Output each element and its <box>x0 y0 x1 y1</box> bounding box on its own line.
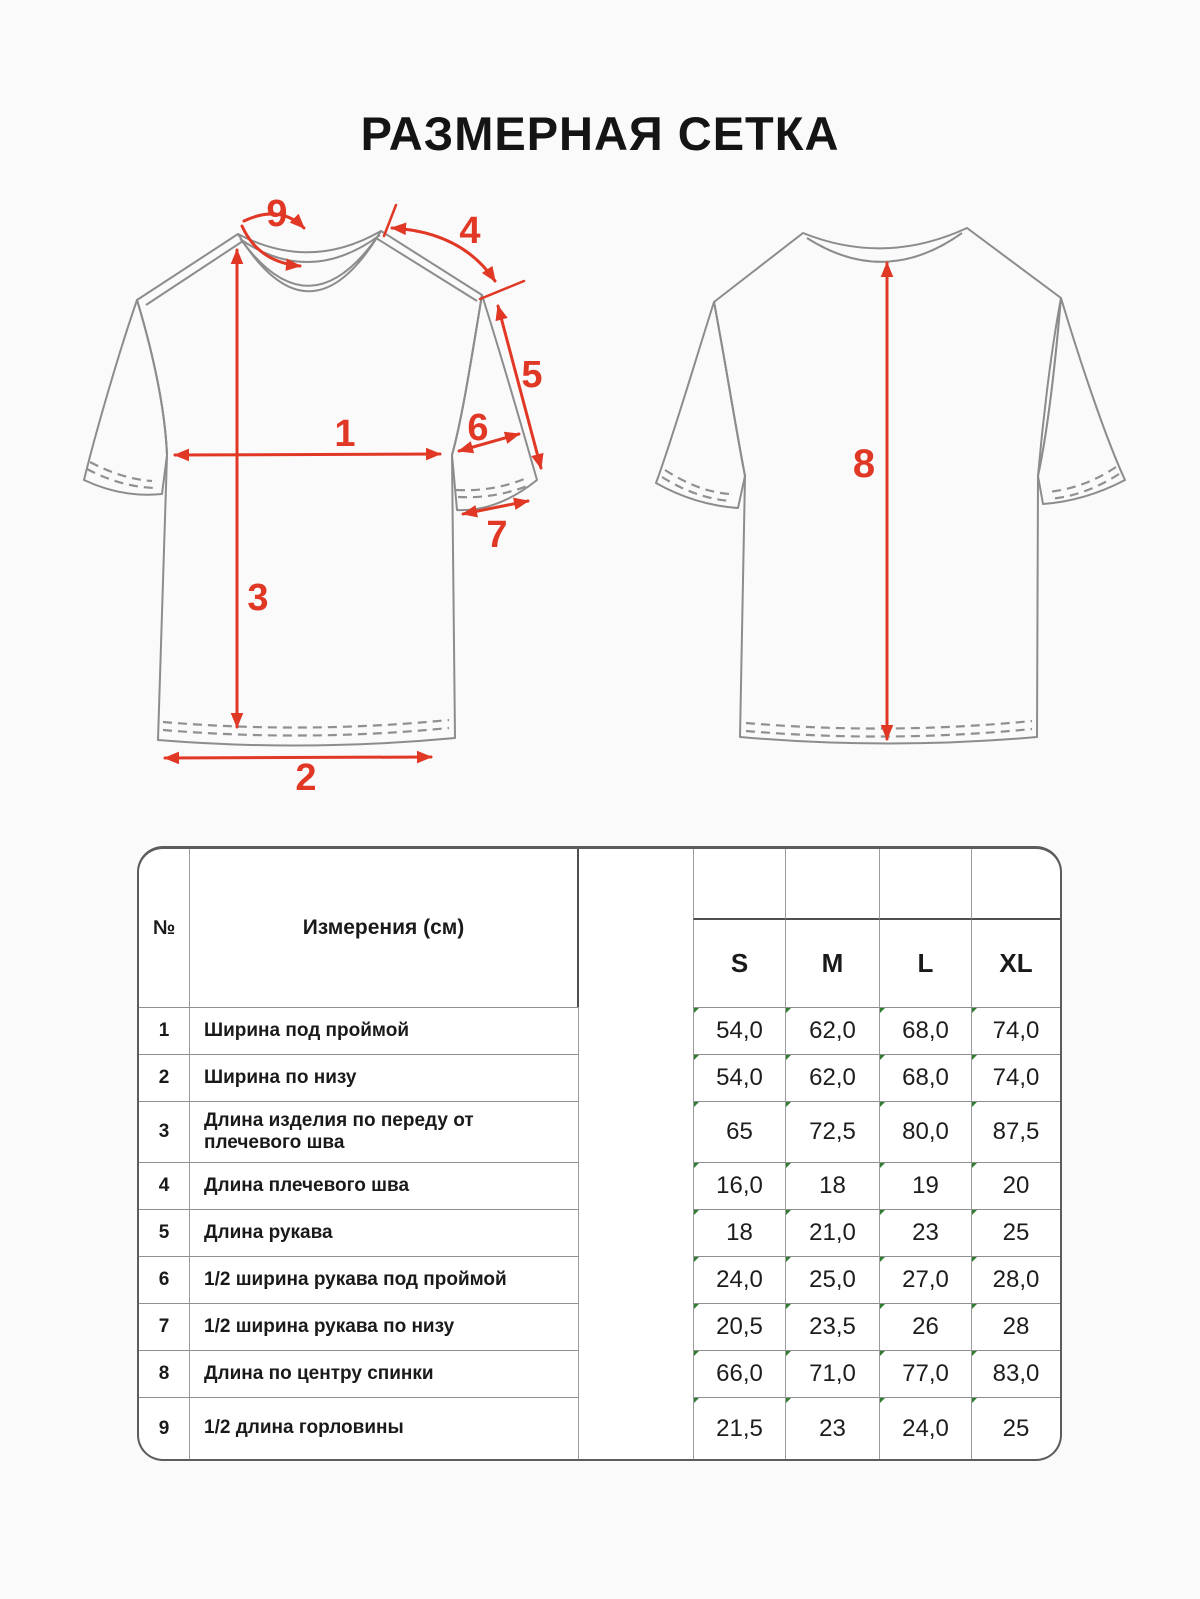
header-cell-measurements <box>190 849 579 1007</box>
row-label: Ширина под проймой <box>190 1007 579 1054</box>
comment-marker <box>880 1210 885 1215</box>
comment-marker <box>786 1102 791 1107</box>
row-label: 1/2 ширина рукава по низу <box>190 1303 579 1350</box>
row-gap <box>579 1209 693 1256</box>
comment-marker <box>972 1398 977 1403</box>
row-label: Длина рукава <box>190 1209 579 1256</box>
row-number: 4 <box>139 1162 190 1209</box>
comment-marker <box>972 1008 977 1013</box>
measure-label-6: 6 <box>467 407 489 449</box>
measure-label-3: 3 <box>247 577 269 619</box>
comment-marker <box>880 1055 885 1060</box>
comment-marker <box>694 1055 699 1060</box>
comment-marker <box>880 1398 885 1403</box>
size-label: M <box>821 948 844 978</box>
header-empty-cell-s <box>693 849 785 920</box>
value-cell: 74,0 <box>971 1054 1060 1101</box>
value-cell: 18 <box>785 1162 879 1209</box>
value-cell: 21,0 <box>785 1209 879 1256</box>
value-cell: 62,0 <box>785 1054 879 1101</box>
value-cell: 71,0 <box>785 1350 879 1397</box>
value-cell: 18 <box>693 1209 785 1256</box>
row-label: Длина изделия по переду от плечевого шва <box>190 1101 579 1162</box>
value-cell: 66,0 <box>693 1350 785 1397</box>
comment-marker <box>972 1351 977 1356</box>
size-table <box>137 846 1062 1461</box>
measure-label-5: 5 <box>521 354 543 396</box>
measure-label-4: 4 <box>459 210 481 252</box>
row-number: 8 <box>139 1350 190 1397</box>
row-gap <box>579 1303 693 1350</box>
row-label: 1/2 длина горловины <box>190 1397 579 1459</box>
value-cell: 20,5 <box>693 1303 785 1350</box>
comment-marker <box>694 1304 699 1309</box>
value-cell: 87,5 <box>971 1101 1060 1162</box>
comment-marker <box>880 1351 885 1356</box>
comment-marker <box>972 1163 977 1168</box>
measure-label-8: 8 <box>852 442 876 486</box>
row-gap <box>579 1162 693 1209</box>
comment-marker <box>786 1008 791 1013</box>
comment-marker <box>694 1210 699 1215</box>
comment-marker <box>786 1055 791 1060</box>
header-num-label: № <box>152 916 176 939</box>
comment-marker <box>880 1102 885 1107</box>
comment-marker <box>694 1102 699 1107</box>
row-number: 6 <box>139 1256 190 1303</box>
comment-marker <box>880 1008 885 1013</box>
value-cell: 77,0 <box>879 1350 971 1397</box>
value-cell: 23 <box>879 1209 971 1256</box>
measure-arrow-1 <box>175 454 440 455</box>
comment-marker <box>694 1008 699 1013</box>
row-number: 1 <box>139 1007 190 1054</box>
page-title: РАЗМЕРНАЯ СЕТКА <box>360 107 840 160</box>
comment-marker <box>786 1304 791 1309</box>
header-cell-num <box>139 849 190 1007</box>
value-cell: 23,5 <box>785 1303 879 1350</box>
header-empty-cell-l <box>879 849 971 920</box>
comment-marker <box>694 1351 699 1356</box>
value-cell: 20 <box>971 1162 1060 1209</box>
comment-marker <box>880 1257 885 1262</box>
row-label: 1/2 ширина рукава под проймой <box>190 1256 579 1303</box>
header-empty-cell-xl <box>971 849 1060 920</box>
comment-marker <box>694 1163 699 1168</box>
comment-marker <box>786 1257 791 1262</box>
value-cell: 54,0 <box>693 1007 785 1054</box>
value-cell: 74,0 <box>971 1007 1060 1054</box>
header-empty-cell-m <box>785 849 879 920</box>
comment-marker <box>786 1351 791 1356</box>
row-number: 2 <box>139 1054 190 1101</box>
value-cell: 28 <box>971 1303 1060 1350</box>
value-cell: 65 <box>693 1101 785 1162</box>
measure-label-7: 7 <box>486 514 508 556</box>
value-cell: 68,0 <box>879 1054 971 1101</box>
measure-label-1: 1 <box>334 413 356 455</box>
comment-marker <box>694 1257 699 1262</box>
row-label: Длина плечевого шва <box>190 1162 579 1209</box>
comment-marker <box>972 1055 977 1060</box>
value-cell: 80,0 <box>879 1101 971 1162</box>
value-cell: 27,0 <box>879 1256 971 1303</box>
value-cell: 25 <box>971 1209 1060 1256</box>
tick-neck-point <box>384 205 396 236</box>
value-cell: 16,0 <box>693 1162 785 1209</box>
value-cell: 54,0 <box>693 1054 785 1101</box>
measure-label-2: 2 <box>295 757 317 799</box>
value-cell: 83,0 <box>971 1350 1060 1397</box>
value-cell: 21,5 <box>693 1397 785 1459</box>
value-cell: 24,0 <box>879 1397 971 1459</box>
size-label: L <box>917 948 934 978</box>
comment-marker <box>972 1304 977 1309</box>
comment-marker <box>972 1210 977 1215</box>
header-measurements-label: Измерения (см) <box>302 916 465 939</box>
value-cell: 28,0 <box>971 1256 1060 1303</box>
comment-marker <box>786 1398 791 1403</box>
size-column-header-s <box>693 920 785 1007</box>
row-number: 7 <box>139 1303 190 1350</box>
size-label: XL <box>999 948 1033 978</box>
row-gap <box>579 1256 693 1303</box>
comment-marker <box>786 1163 791 1168</box>
value-cell: 26 <box>879 1303 971 1350</box>
comment-marker <box>694 1398 699 1403</box>
front-body-outline <box>137 231 482 746</box>
comment-marker <box>880 1163 885 1168</box>
comment-marker <box>786 1210 791 1215</box>
tick-shoulder-end <box>480 281 524 299</box>
row-label: Длина по центру спинки <box>190 1350 579 1397</box>
row-label: Ширина по низу <box>190 1054 579 1101</box>
value-cell: 25 <box>971 1397 1060 1459</box>
row-gap <box>579 1397 693 1459</box>
value-cell: 72,5 <box>785 1101 879 1162</box>
size-label: S <box>730 948 749 978</box>
value-cell: 62,0 <box>785 1007 879 1054</box>
measure-label-9: 9 <box>266 193 288 235</box>
tshirt-front-drawing <box>84 231 537 746</box>
value-cell: 19 <box>879 1162 971 1209</box>
header-gap-cell <box>579 849 693 1007</box>
tshirt-back-drawing <box>656 228 1125 744</box>
size-column-header-m <box>785 920 879 1007</box>
row-number: 9 <box>139 1397 190 1459</box>
row-gap <box>579 1350 693 1397</box>
row-gap <box>579 1054 693 1101</box>
value-cell: 24,0 <box>693 1256 785 1303</box>
comment-marker <box>972 1257 977 1262</box>
comment-marker <box>880 1304 885 1309</box>
value-cell: 68,0 <box>879 1007 971 1054</box>
row-gap <box>579 1007 693 1054</box>
value-cell: 25,0 <box>785 1256 879 1303</box>
size-column-header-l <box>879 920 971 1007</box>
row-gap <box>579 1101 693 1162</box>
size-column-header-xl <box>971 920 1060 1007</box>
comment-marker <box>972 1102 977 1107</box>
value-cell: 23 <box>785 1397 879 1459</box>
row-number: 5 <box>139 1209 190 1256</box>
row-number: 3 <box>139 1101 190 1162</box>
